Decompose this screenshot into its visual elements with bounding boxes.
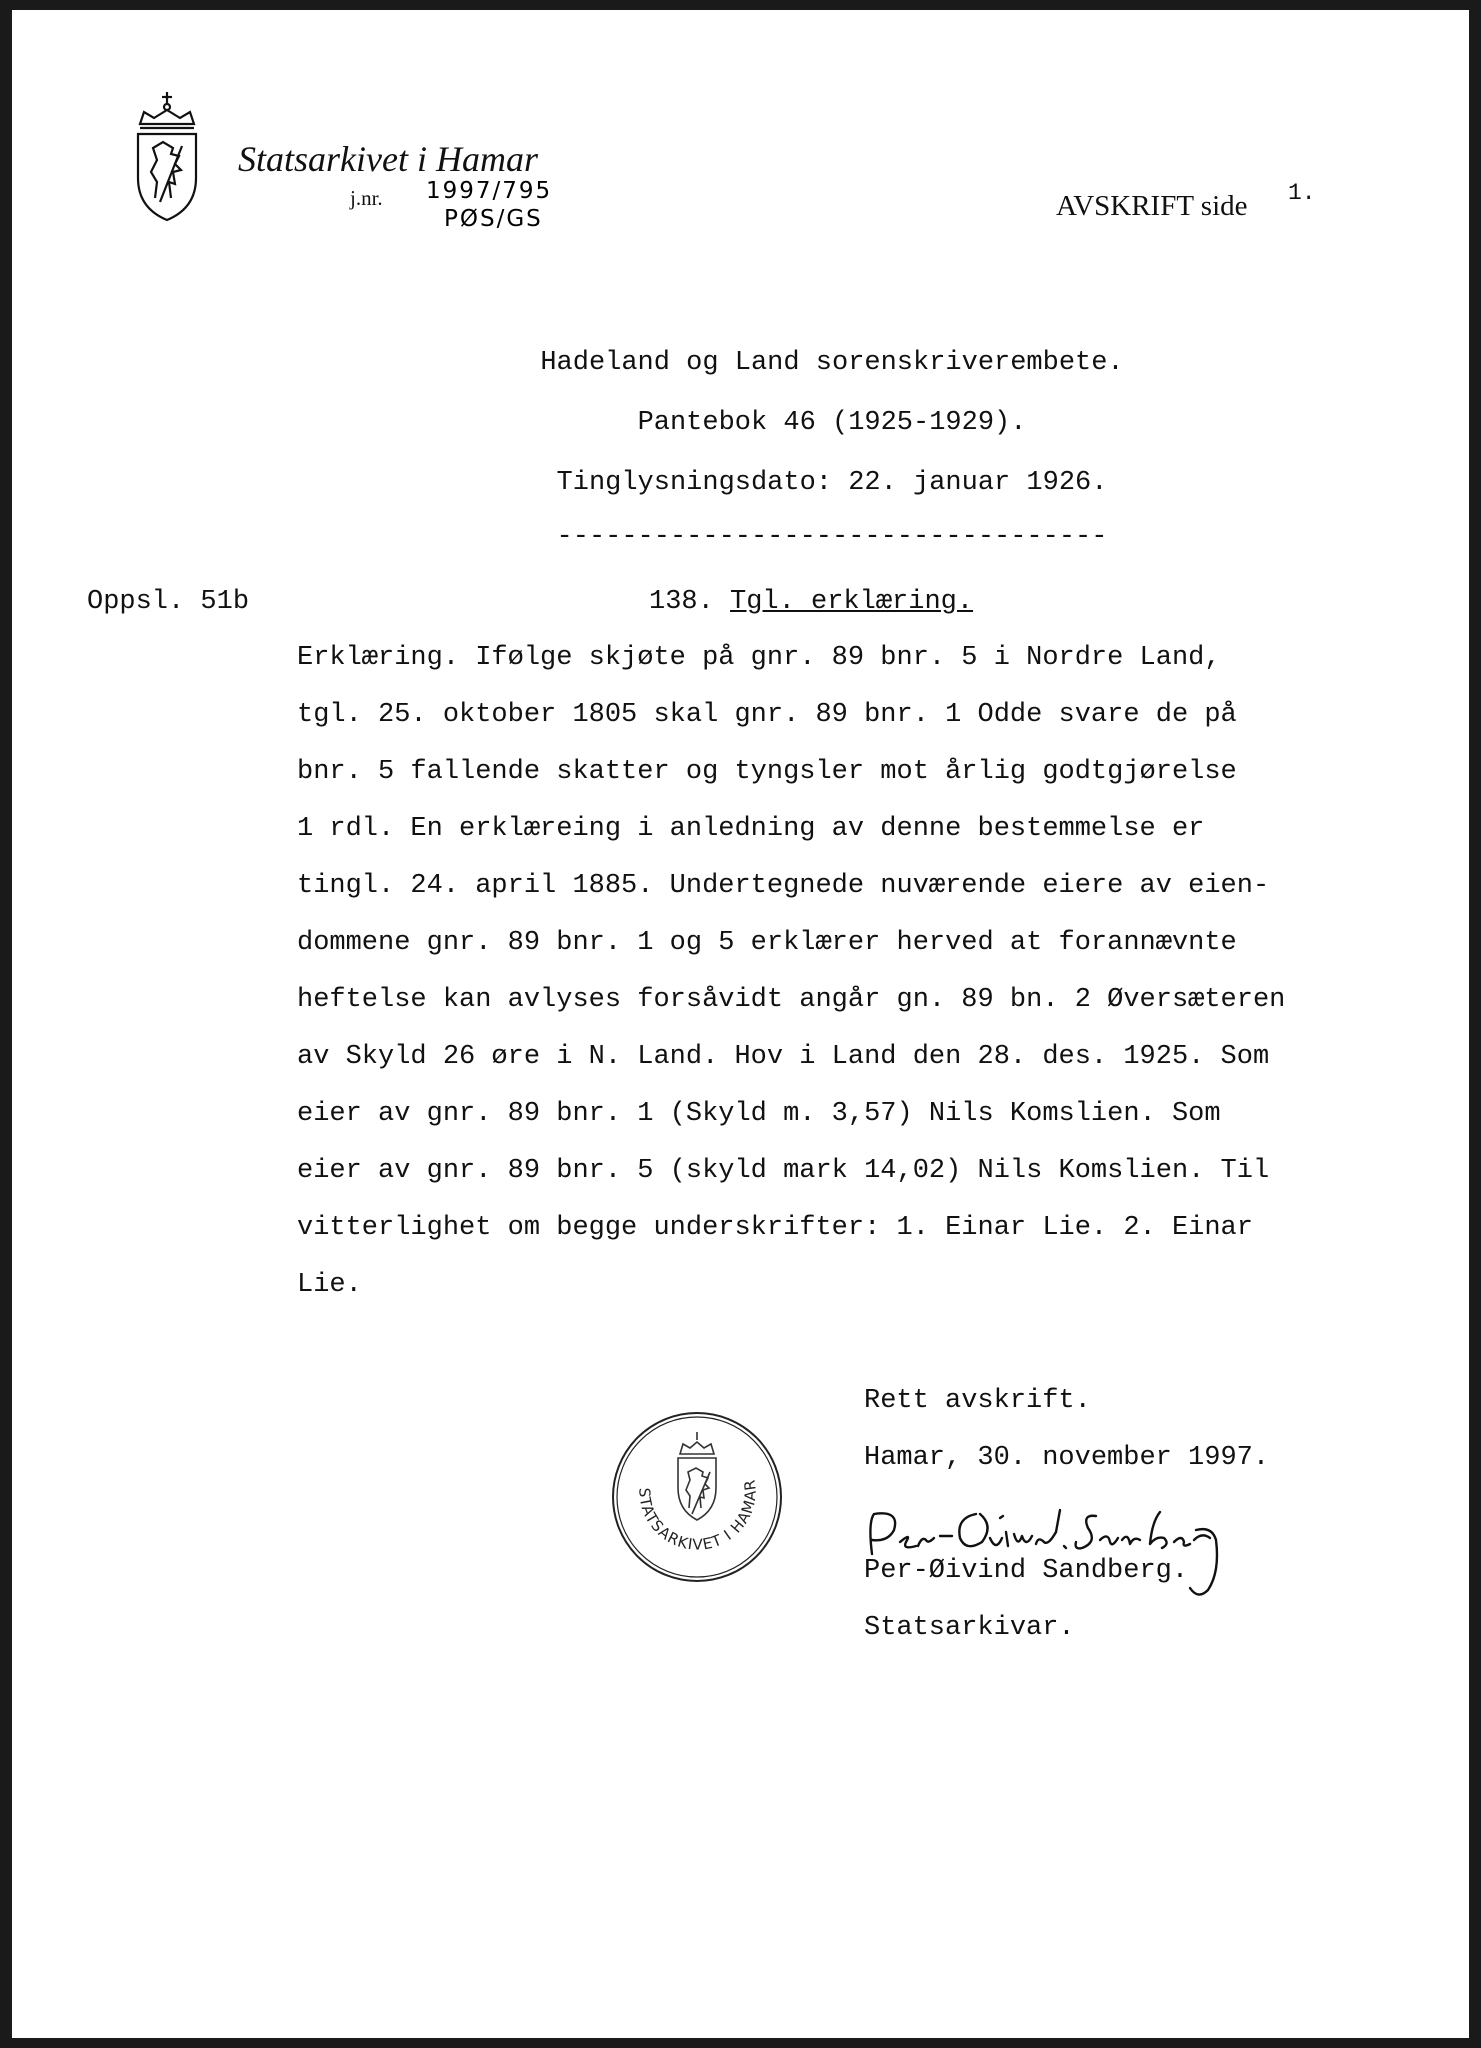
signer-name: Per-Øivind Sandberg. (864, 1556, 1189, 1586)
case-initials: PØS/GS (444, 206, 543, 232)
archive-name: Statsarkivet i Hamar (238, 139, 538, 179)
body-line: av Skyld 26 øre i N. Land. Hov i Land den 28. des. 1925. Som (297, 1042, 1270, 1072)
body-line: bnr. 5 fallende skatter og tyngsler mot årlig godtgjørelse (297, 757, 1237, 787)
entry-number: 138. (649, 587, 714, 617)
svg-text:STATSARKIVET I HAMAR (635, 1478, 759, 1554)
body-line: tgl. 25. oktober 1805 skal gnr. 89 bnr. 1 Odde svare de på (297, 700, 1237, 730)
body-line: eier av gnr. 89 bnr. 5 (skyld mark 14,02) Nils Komslien. Til (297, 1156, 1270, 1186)
entry-reference: Oppsl. 51b (87, 587, 250, 617)
body-line: 1 rdl. En erklæreing i anledning av denne bestemmelse er (297, 814, 1205, 844)
body-line: tingl. 24. april 1885. Undertegnede nuværende eiere av eien- (297, 871, 1270, 901)
body-line: heftelse kan avlyses forsåvidt angår gn. 89 bn. 2 Øversæteren (297, 985, 1286, 1015)
certification-text: Rett avskrift. (864, 1386, 1091, 1416)
place-date: Hamar, 30. november 1997. (864, 1443, 1270, 1473)
signer-title: Statsarkivar. (864, 1613, 1075, 1643)
journal-number-label: j.nr. (350, 186, 383, 210)
entry-body (297, 630, 1407, 1314)
seal-text: STATSARKIVET I HAMAR (635, 1477, 760, 1554)
document-page (12, 10, 1469, 2038)
entry-title-text: Tgl. erklæring. (730, 587, 974, 617)
body-line: dommene gnr. 89 bnr. 1 og 5 erklærer herved at forannævnte (297, 928, 1237, 958)
avskrift-label: AVSKRIFT side (1056, 190, 1248, 222)
body-line: Lie. (297, 1270, 362, 1300)
body-line: vitterlighet om begge underskrifter: 1. Einar Lie. 2. Einar (297, 1213, 1253, 1243)
body-line: Erklæring. Ifølge skjøte på gnr. 89 bnr. 5 i Nordre Land, (297, 643, 1221, 673)
registration-date: Tinglysningsdato: 22. januar 1926. (556, 468, 1108, 498)
archive-seal-stamp (610, 1410, 785, 1585)
body-line: eier av gnr. 89 bnr. 1 (Skyld m. 3,57) Nils Komslien. Som (297, 1099, 1221, 1129)
handwritten-signature (860, 1492, 1240, 1612)
journal-number-value: 1997/795 (426, 178, 553, 204)
separator-line: ---------------------------------- (556, 522, 1108, 552)
entry-title (649, 587, 973, 617)
page-number: 1. (1288, 180, 1316, 206)
coat-of-arms-icon (124, 90, 210, 225)
office-heading: Hadeland og Land sorenskriverembete. (540, 348, 1124, 378)
book-heading: Pantebok 46 (1925-1929). (637, 408, 1027, 438)
